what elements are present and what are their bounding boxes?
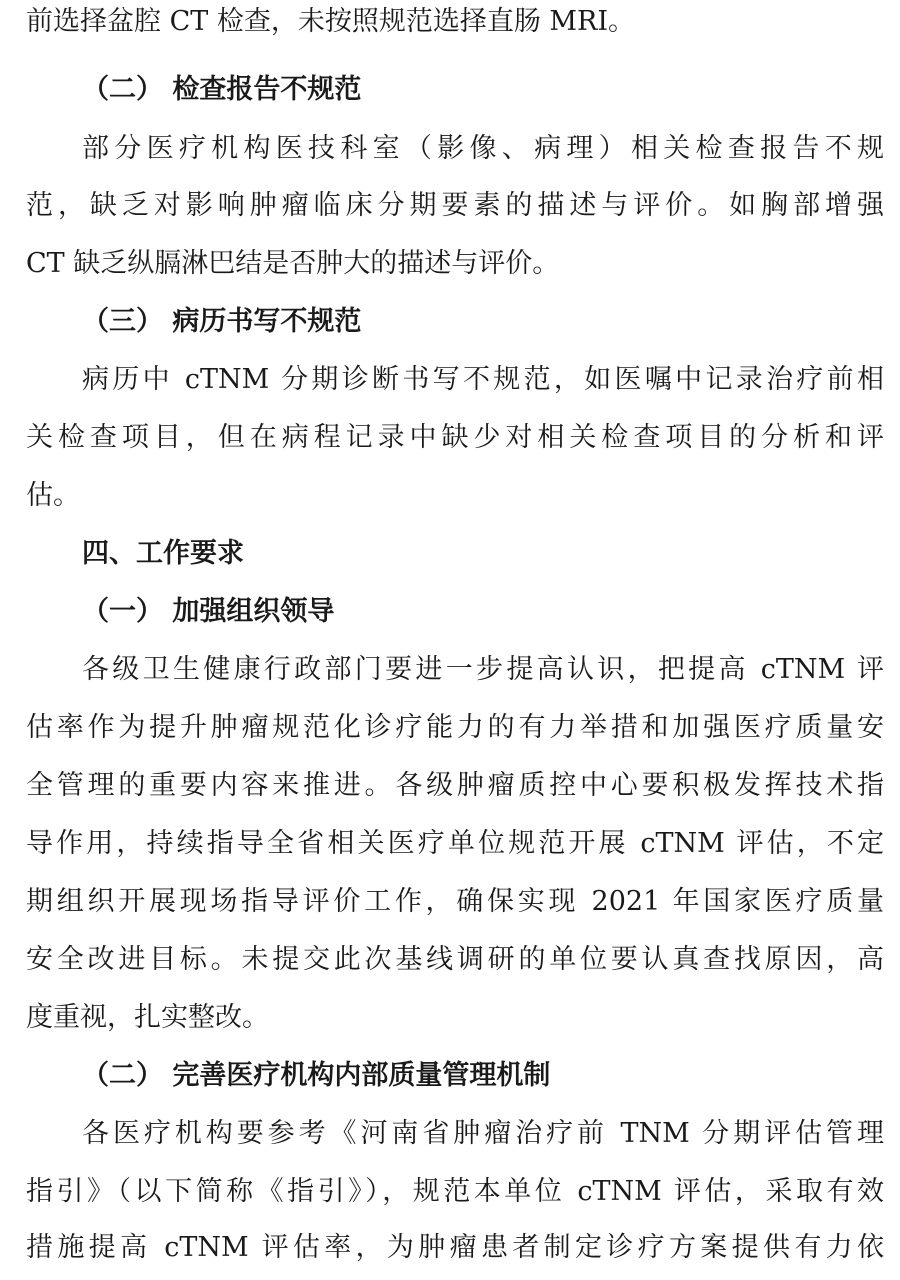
paragraph-line: 部分医疗机构医技科室（影像、病理）相关检查报告不规: [82, 133, 884, 164]
section-heading-quality-mechanism: （二） 完善医疗机构内部质量管理机制: [82, 1060, 551, 1091]
paragraph-line: 措施提高 cTNM 评估率，为肿瘤患者制定诊疗方案提供有力依: [26, 1232, 884, 1263]
paragraph-line: 安全改进目标。未提交此次基线调研的单位要认真查找原因，高: [26, 944, 884, 975]
paragraph-line: 估。: [26, 480, 80, 511]
paragraph-line: 度重视，扎实整改。: [26, 1002, 269, 1033]
paragraph-line: 各医疗机构要参考《河南省肿瘤治疗前 TNM 分期评估管理: [82, 1118, 884, 1149]
section-heading-work-requirements: 四、工作要求: [82, 538, 244, 569]
paragraph-line: 估率作为提升肿瘤规范化诊疗能力的有力举措和加强医疗质量安: [26, 712, 884, 743]
paragraph-line: 关检查项目，但在病程记录中缺少对相关检查项目的分析和评: [26, 422, 884, 453]
paragraph-line: 指引》（以下简称《指引》），规范本单位 cTNM 评估，采取有效: [26, 1176, 884, 1207]
paragraph-line: 全管理的重要内容来推进。各级肿瘤质控中心要积极发挥技术指: [26, 770, 884, 801]
paragraph-line: CT 缺乏纵膈淋巴结是否肿大的描述与评价。: [26, 248, 560, 279]
paragraph-line: 各级卫生健康行政部门要进一步提高认识，把提高 cTNM 评: [82, 654, 884, 685]
section-heading-records: （三） 病历书写不规范: [82, 306, 362, 337]
section-heading-leadership: （一） 加强组织领导: [82, 596, 335, 627]
paragraph-line: 前选择盆腔 CT 检查，未按照规范选择直肠 MRI。: [26, 6, 636, 37]
paragraph-line: 范，缺乏对影响肿瘤临床分期要素的描述与评价。如胸部增强: [26, 190, 884, 221]
paragraph-line: 病历中 cTNM 分期诊断书写不规范，如医嘱中记录治疗前相: [82, 364, 884, 395]
paragraph-line: 期组织开展现场指导评价工作，确保实现 2021 年国家医疗质量: [26, 886, 884, 917]
section-heading-report: （二） 检查报告不规范: [82, 74, 362, 105]
paragraph-line: 导作用，持续指导全省相关医疗单位规范开展 cTNM 评估，不定: [26, 828, 884, 859]
